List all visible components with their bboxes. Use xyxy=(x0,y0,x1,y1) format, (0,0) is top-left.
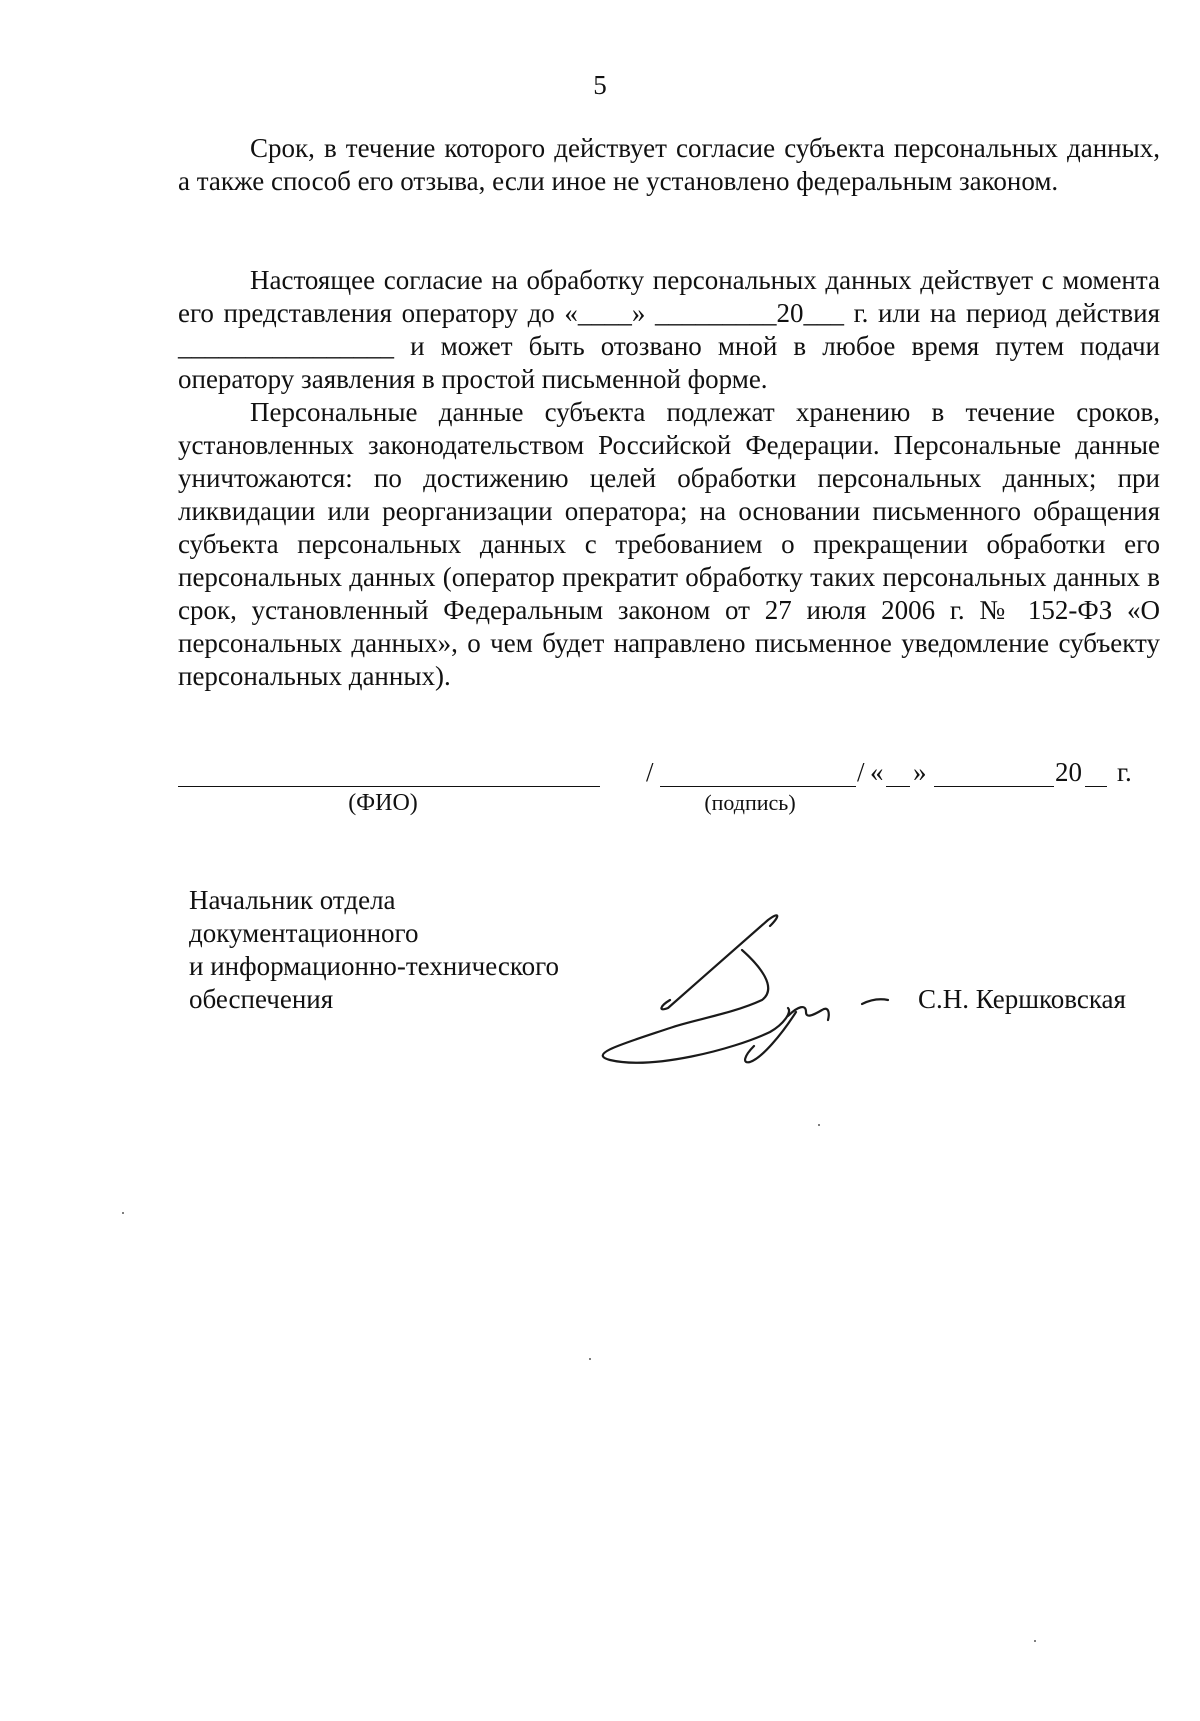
signature-blank-line xyxy=(660,786,856,787)
paragraph-consent-validity: Настоящее согласие на обработку персональных данных действует с момента его представления оператору до «____» _________20___ г. или на период действия ________________ и может быть отозвано мной в любое время путем подачи оператору заявления в простой письменной форме. xyxy=(178,265,1160,394)
fio-blank-line xyxy=(178,786,600,787)
signature-slash-right: / xyxy=(857,757,865,787)
signer-title xyxy=(189,884,609,1016)
paragraph-consent-term: Срок, в течение которого действует согласие субъекта персональных данных, а также способ его отзыва, если иное не установлено федеральным законом. xyxy=(178,133,1160,196)
scan-speck xyxy=(589,1358,591,1360)
paragraph-data-storage: Персональные данные субъекта подлежат хранению в течение сроков, установленных законодательством Российской Федерации. Персональные данные уничтожаются: по достижению целей обработки персональных данных; при ликвидации или реорганизации оператора; на основании письменного обращения субъекта персональных данных с требованием о прекращении обработки его персональных данных (оператор прекратит обработку таких персональных данных в срок, установленный Федеральным законом от 27 июля 2006 г. № 152-ФЗ «О персональных данных», о чем будет направлено письменное уведомление субъекту персональных данных). xyxy=(178,397,1160,691)
signature-slash-left: / xyxy=(646,757,654,787)
signer-title-line: документационного xyxy=(189,918,419,948)
signer-name: С.Н. Кершковская xyxy=(918,984,1126,1014)
scan-speck xyxy=(122,1212,124,1214)
year-suffix: г. xyxy=(1117,757,1132,787)
date-quote-close: » xyxy=(913,757,927,787)
handwritten-signature xyxy=(592,908,912,1078)
signature-caption: (подпись) xyxy=(704,790,796,815)
year-prefix: 20 xyxy=(1055,757,1082,787)
signer-title-line: обеспечения xyxy=(189,984,334,1014)
scan-speck xyxy=(1034,1640,1036,1642)
year-blank-line xyxy=(1085,786,1107,787)
signer-title-line: и информационно-технического xyxy=(189,951,560,981)
date-quote-open: « xyxy=(870,757,884,787)
page-number: 5 xyxy=(593,70,607,100)
day-blank-line xyxy=(886,786,910,787)
scan-speck xyxy=(818,1124,820,1126)
signer-title-line: Начальник отдела xyxy=(189,885,396,915)
fio-caption: (ФИО) xyxy=(348,790,418,816)
month-blank-line xyxy=(934,786,1054,787)
